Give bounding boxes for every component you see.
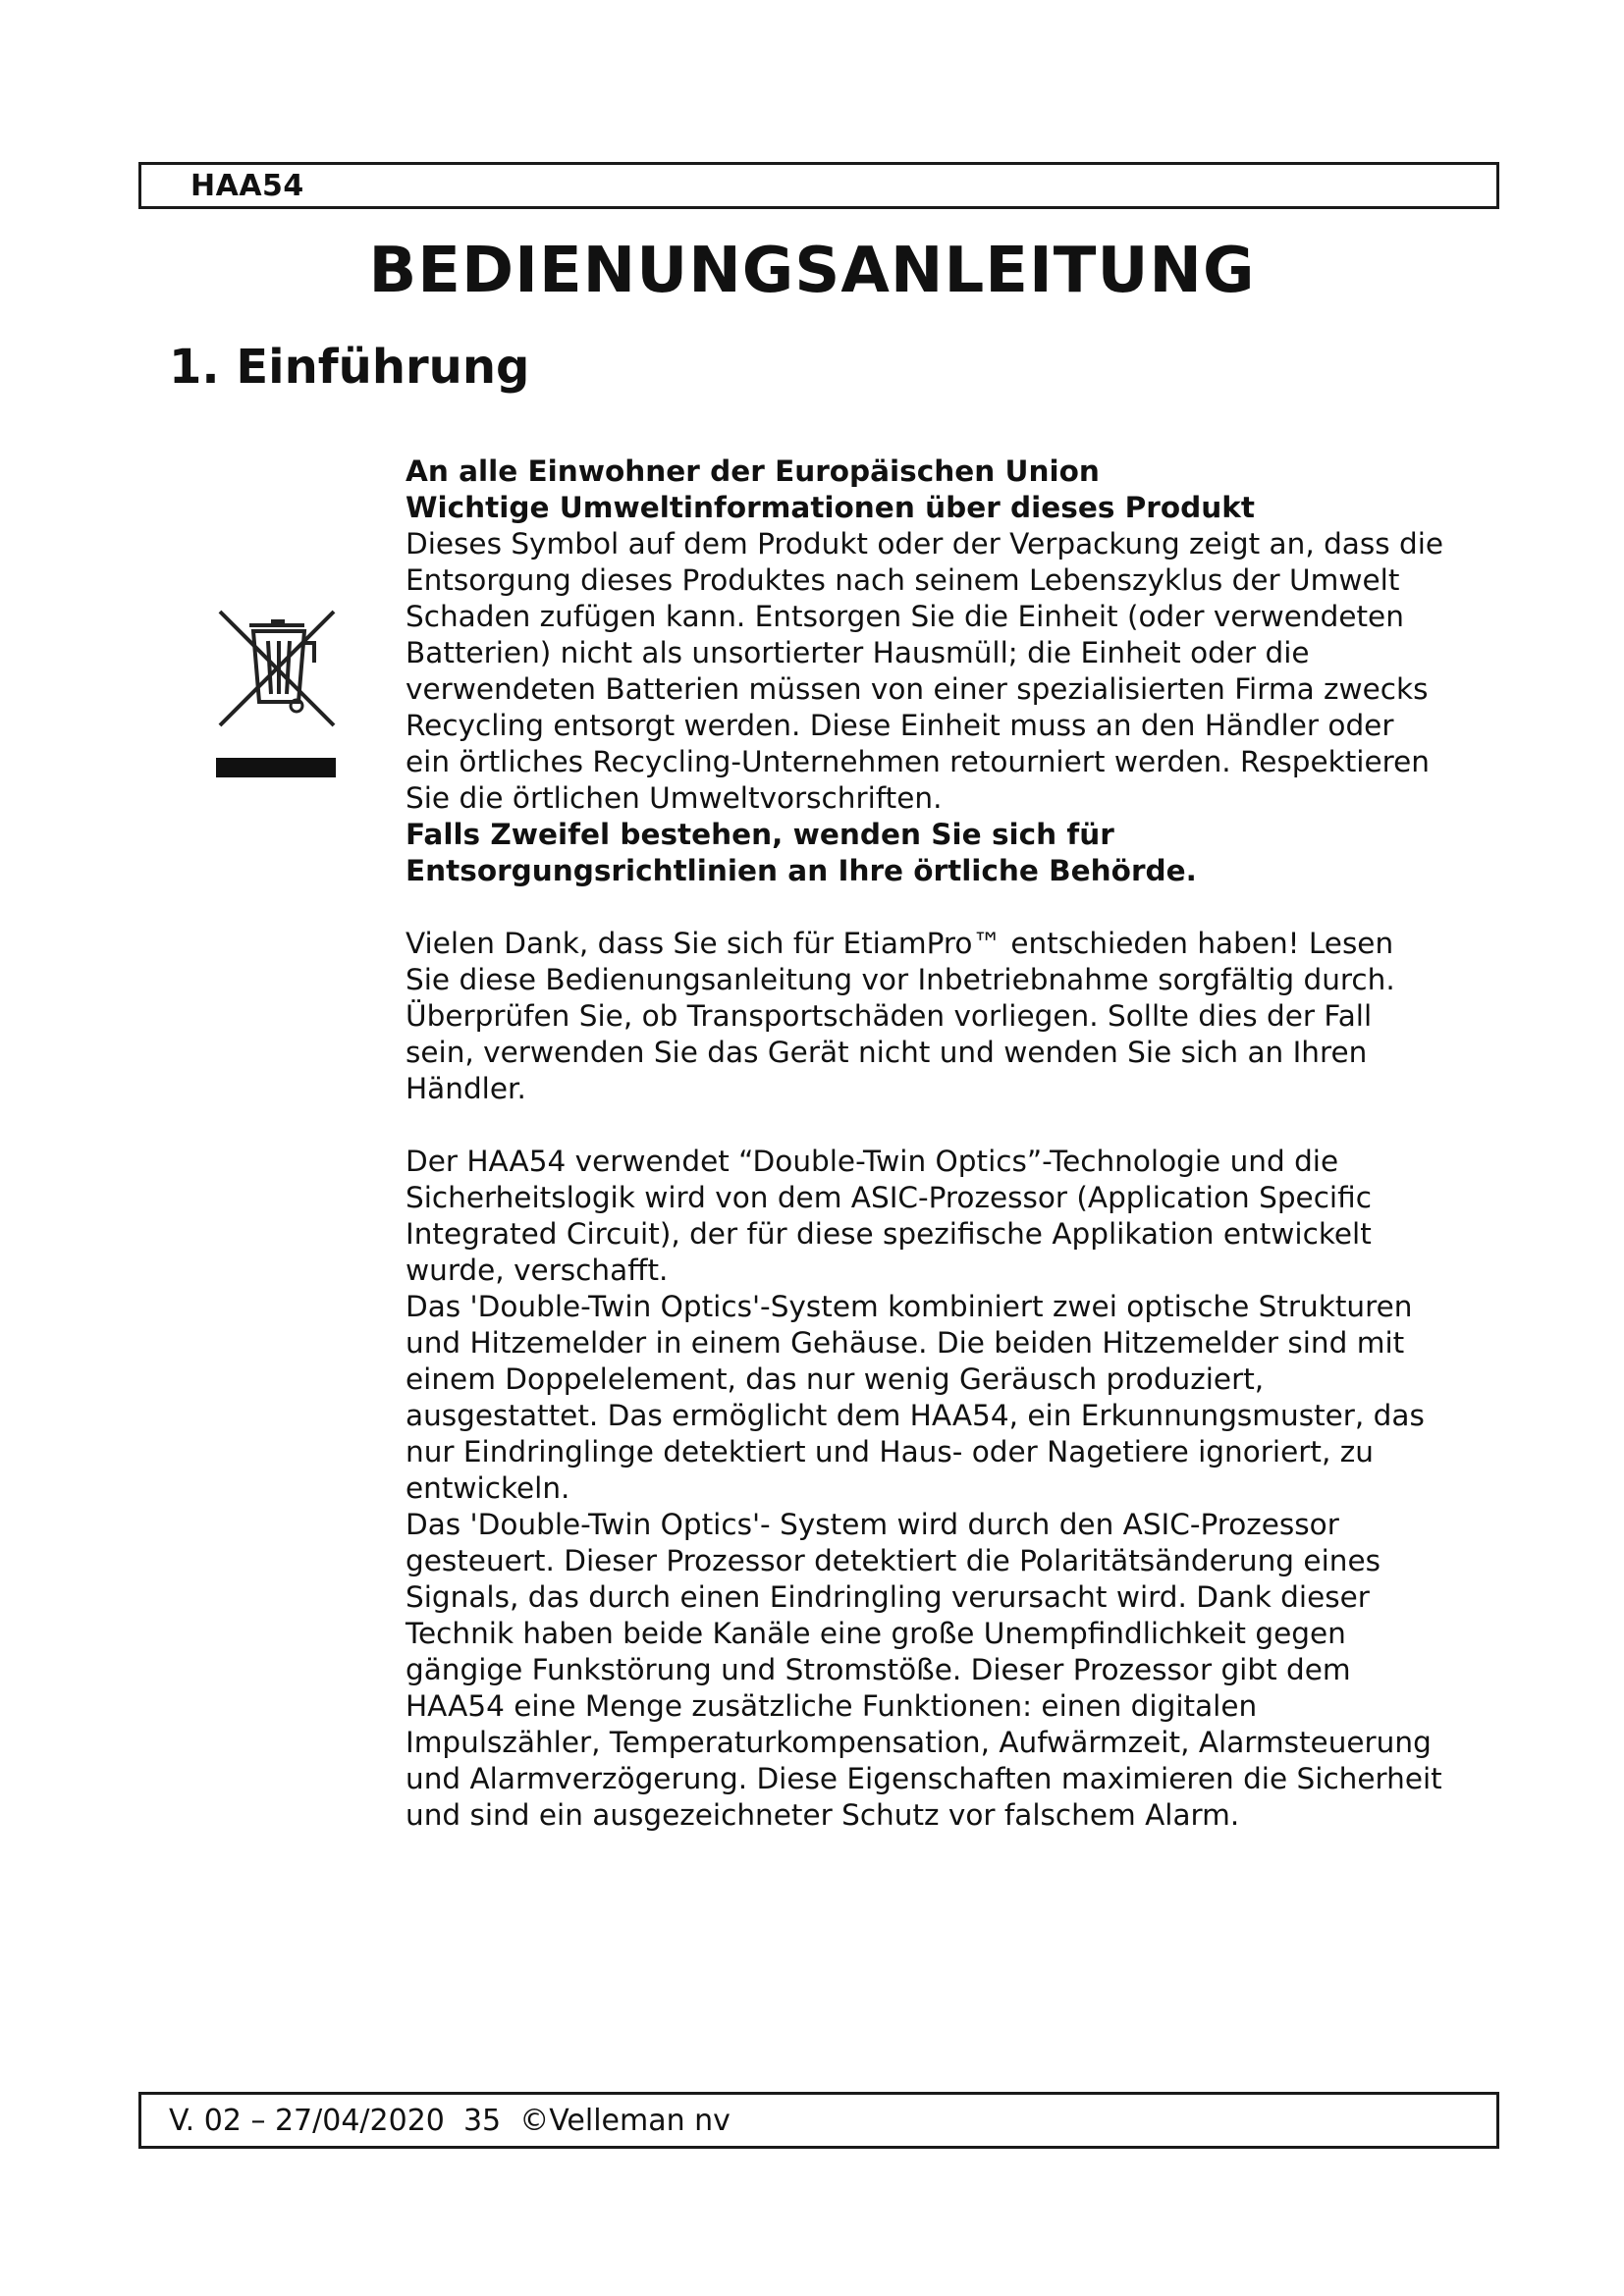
eu-notice-closing: Falls Zweifel bestehen, wenden Sie sich für Entsorgungsrichtlinien an Ihre örtliche Behörde. — [406, 818, 1197, 887]
description-paragraph-1: Der HAA54 verwendet “Double-Twin Optics”-Technologie und die Sicherheitslogik wird von dem ASIC-Prozessor (Application Specific Integrated Circuit), der für diese spezifische Applikation entwickelt wurde, verschafft. — [406, 1145, 1372, 1287]
eu-notice-heading-2: Wichtige Umweltinformationen über dieses Produkt — [406, 491, 1255, 524]
footer-text: V. 02 – 27/04/2020 35 ©Velleman nv — [169, 2104, 731, 2138]
section-heading: 1. Einführung — [169, 340, 530, 395]
crossed-out-wheelie-bin-icon — [214, 604, 340, 780]
eu-notice-heading-1: An alle Einwohner der Europäischen Union — [406, 454, 1100, 488]
eu-notice-body: Dieses Symbol auf dem Produkt oder der Verpackung zeigt an, dass die Entsorgung dieses Produktes nach seinem Lebenszyklus der Umwelt Schaden zufügen kann. Entsorgen Sie die Einheit (oder verwendeten Batterien) nicht als unsortierter Hausmüll; die Einheit oder die verwendeten Batterien müssen von einer spezialisierten Firma zwecks Recycling entsorgt werden. Diese Einheit muss an den Händler oder ein örtliches Recycling-Unternehmen retourniert werden. Respektieren Sie die örtlichen Umweltvorschriften. — [406, 527, 1444, 815]
description-paragraph-2: Das 'Double-Twin Optics'-System kombiniert zwei optische Strukturen und Hitzemelder in einem Gehäuse. Die beiden Hitzemelder sind mit einem Doppelelement, das nur wenig Geräusch produziert, ausgestattet. Das ermöglicht dem HAA54, ein Erkunnungsmuster, das nur Eindringlinge detektiert und Haus- oder Nagetiere ignoriert, zu entwickeln. — [406, 1290, 1425, 1505]
page-header — [138, 162, 1499, 209]
document-title: BEDIENUNGSANLEITUNG — [368, 235, 1256, 307]
header-model: HAA54 — [190, 169, 304, 203]
content-area — [406, 454, 1446, 1834]
page-footer — [138, 2092, 1499, 2149]
thanks-paragraph: Vielen Dank, dass Sie sich für EtiamPro™ entschieden haben! Lesen Sie diese Bedienungsanleitung vor Inbetriebnahme sorgfältig durch. Überprüfen Sie, ob Transportschäden vorliegen. Sollte dies der Fall sein, verwenden Sie das Gerät nicht und wenden Sie sich an Ihren Händler. — [406, 927, 1395, 1105]
description-paragraph-3: Das 'Double-Twin Optics'- System wird durch den ASIC-Prozessor gesteuert. Dieser Prozessor detektiert die Polaritätsänderung eines Signals, das durch einen Eindringling verursacht wird. Dank dieser Technik haben beide Kanäle eine große Unempfindlichkeit gegen gängige Funkstörung und Stromstöße. Dieser Prozessor gibt dem HAA54 eine Menge zusätzliche Funktionen: einen digitalen Impulszähler, Temperaturkompensation, Aufwärmzeit, Alarmsteuerung und Alarmverzögerung. Diese Eigenschaften maximieren die Sicherheit und sind ein ausgezeichneter Schutz vor falschem Alarm. — [406, 1508, 1442, 1832]
